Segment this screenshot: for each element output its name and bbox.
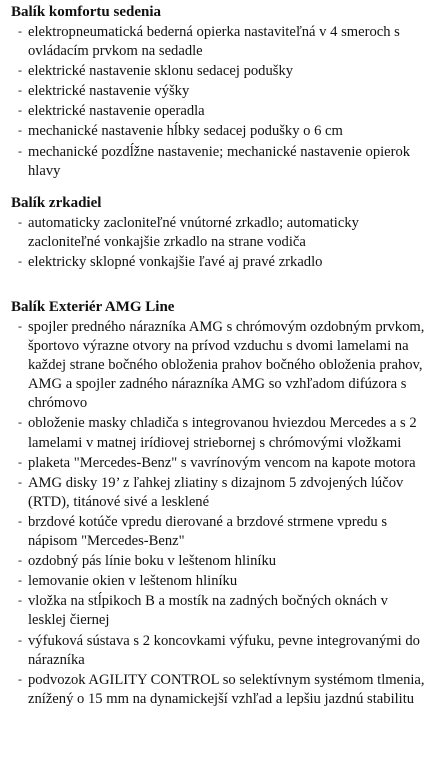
list-item xyxy=(0,631,434,670)
bullet-dash: - xyxy=(18,474,22,489)
bullet-dash: - xyxy=(18,24,22,38)
item-list xyxy=(0,213,434,272)
list-item-text: elektricky sklopné vonkajšie ľavé aj pravé zrkadlo xyxy=(28,254,323,271)
list-item-text: elektrické nastavenie výšky xyxy=(28,83,190,100)
bullet-dash: - xyxy=(18,123,22,138)
list-item-text: brzdové kotúče vpredu dierované a brzdové strmene vpredu s nápisom "Mercedes-Benz" xyxy=(28,513,388,550)
list-item xyxy=(0,121,434,141)
list-item xyxy=(0,453,434,473)
bullet-dash: - xyxy=(18,593,22,608)
bullet-dash: - xyxy=(18,415,22,430)
list-item xyxy=(0,101,434,121)
bullet-dash: - xyxy=(18,573,22,588)
list-item xyxy=(0,670,434,709)
list-item xyxy=(0,571,434,591)
list-item-text: obloženie masky chladiča s integrovanou hviezdou Mercedes a s 2 lamelami v matnej irídiovej striebornej s chrómovými vložkami xyxy=(28,415,417,451)
section-title: Balík Exteriér AMG Line xyxy=(11,299,175,315)
item-list xyxy=(0,22,434,181)
list-item xyxy=(0,551,434,571)
bullet-dash: - xyxy=(18,103,22,118)
list-item xyxy=(0,413,434,452)
list-item xyxy=(0,213,434,252)
list-item-text: elektrické nastavenie operadla xyxy=(28,103,205,120)
list-item-text: plaketa "Mercedes-Benz" s vavrínovým vencom na kapote motora xyxy=(28,454,416,471)
section-title: Balík zrkadiel xyxy=(11,195,102,211)
list-item-text: automaticky zacloniteľné vnútorné zrkadlo; automaticky zacloniteľné vonkajšie zrkadlo na strane vodiča xyxy=(28,215,359,251)
bullet-dash: - xyxy=(18,254,22,269)
bullet-dash: - xyxy=(18,553,22,568)
bullet-dash: - xyxy=(18,319,22,333)
bullet-dash: - xyxy=(18,215,22,229)
bullet-dash: - xyxy=(18,63,22,78)
bullet-dash: - xyxy=(18,513,22,528)
bullet-dash: - xyxy=(18,454,22,469)
list-item-text: AMG disky 19’ z ľahkej zliatiny s dizajnom 5 zdvojených lúčov (RTD), titánové sivé a lesklené xyxy=(28,474,404,510)
list-item xyxy=(0,61,434,81)
list-item-text: elektrické nastavenie sklonu sedacej podušky xyxy=(28,63,294,80)
bullet-dash: - xyxy=(18,671,22,686)
item-list xyxy=(0,317,434,709)
list-item xyxy=(0,142,434,181)
list-item-text: mechanické pozdĺžne nastavenie; mechanické nastavenie opierok hlavy xyxy=(28,143,411,179)
list-item xyxy=(0,252,434,272)
list-item-text: mechanické nastavenie hĺbky sedacej podušky o 6 cm xyxy=(28,123,343,140)
list-item xyxy=(0,22,434,61)
section-title: Balík komfortu sedenia xyxy=(11,4,162,20)
list-item-text: spojler predného nárazníka AMG s chrómovým ozdobným prvkom, športovo výrazne otvory na prívod vzduchu s dvomi lamelami na každej strane bočného obloženia prahov bočného obloženia prahov, AMG a spojler zadného nárazníka AMG so vzhľadom difúzora s chrómovo xyxy=(28,319,425,412)
list-item-text: podvozok AGILITY CONTROL so selektívnym systémom tlmenia, znížený o 15 mm na dynamickejší vzhľad a lepšiu jazdnú stabilitu xyxy=(28,671,425,707)
bullet-dash: - xyxy=(18,143,22,158)
list-item xyxy=(0,512,434,551)
list-item-text: lemovanie okien v leštenom hliníku xyxy=(28,573,238,590)
bullet-dash: - xyxy=(18,83,22,98)
bullet-dash: - xyxy=(18,632,22,647)
list-item xyxy=(0,473,434,512)
list-item-text: elektropneumatická bederná opierka nastaviteľná v 4 smeroch s ovládacím prvkom na sedadle xyxy=(28,24,400,60)
list-item xyxy=(0,81,434,101)
list-item-text: ozdobný pás línie boku v leštenom hliníku xyxy=(28,553,277,570)
list-item-text: výfuková sústava s 2 koncovkami výfuku, pevne integrovanými do nárazníka xyxy=(28,632,420,668)
list-item xyxy=(0,591,434,630)
list-item-text: vložka na stĺpikoch B a mostík na zadných bočných oknách v lesklej čiernej xyxy=(28,593,388,629)
list-item xyxy=(0,317,434,413)
